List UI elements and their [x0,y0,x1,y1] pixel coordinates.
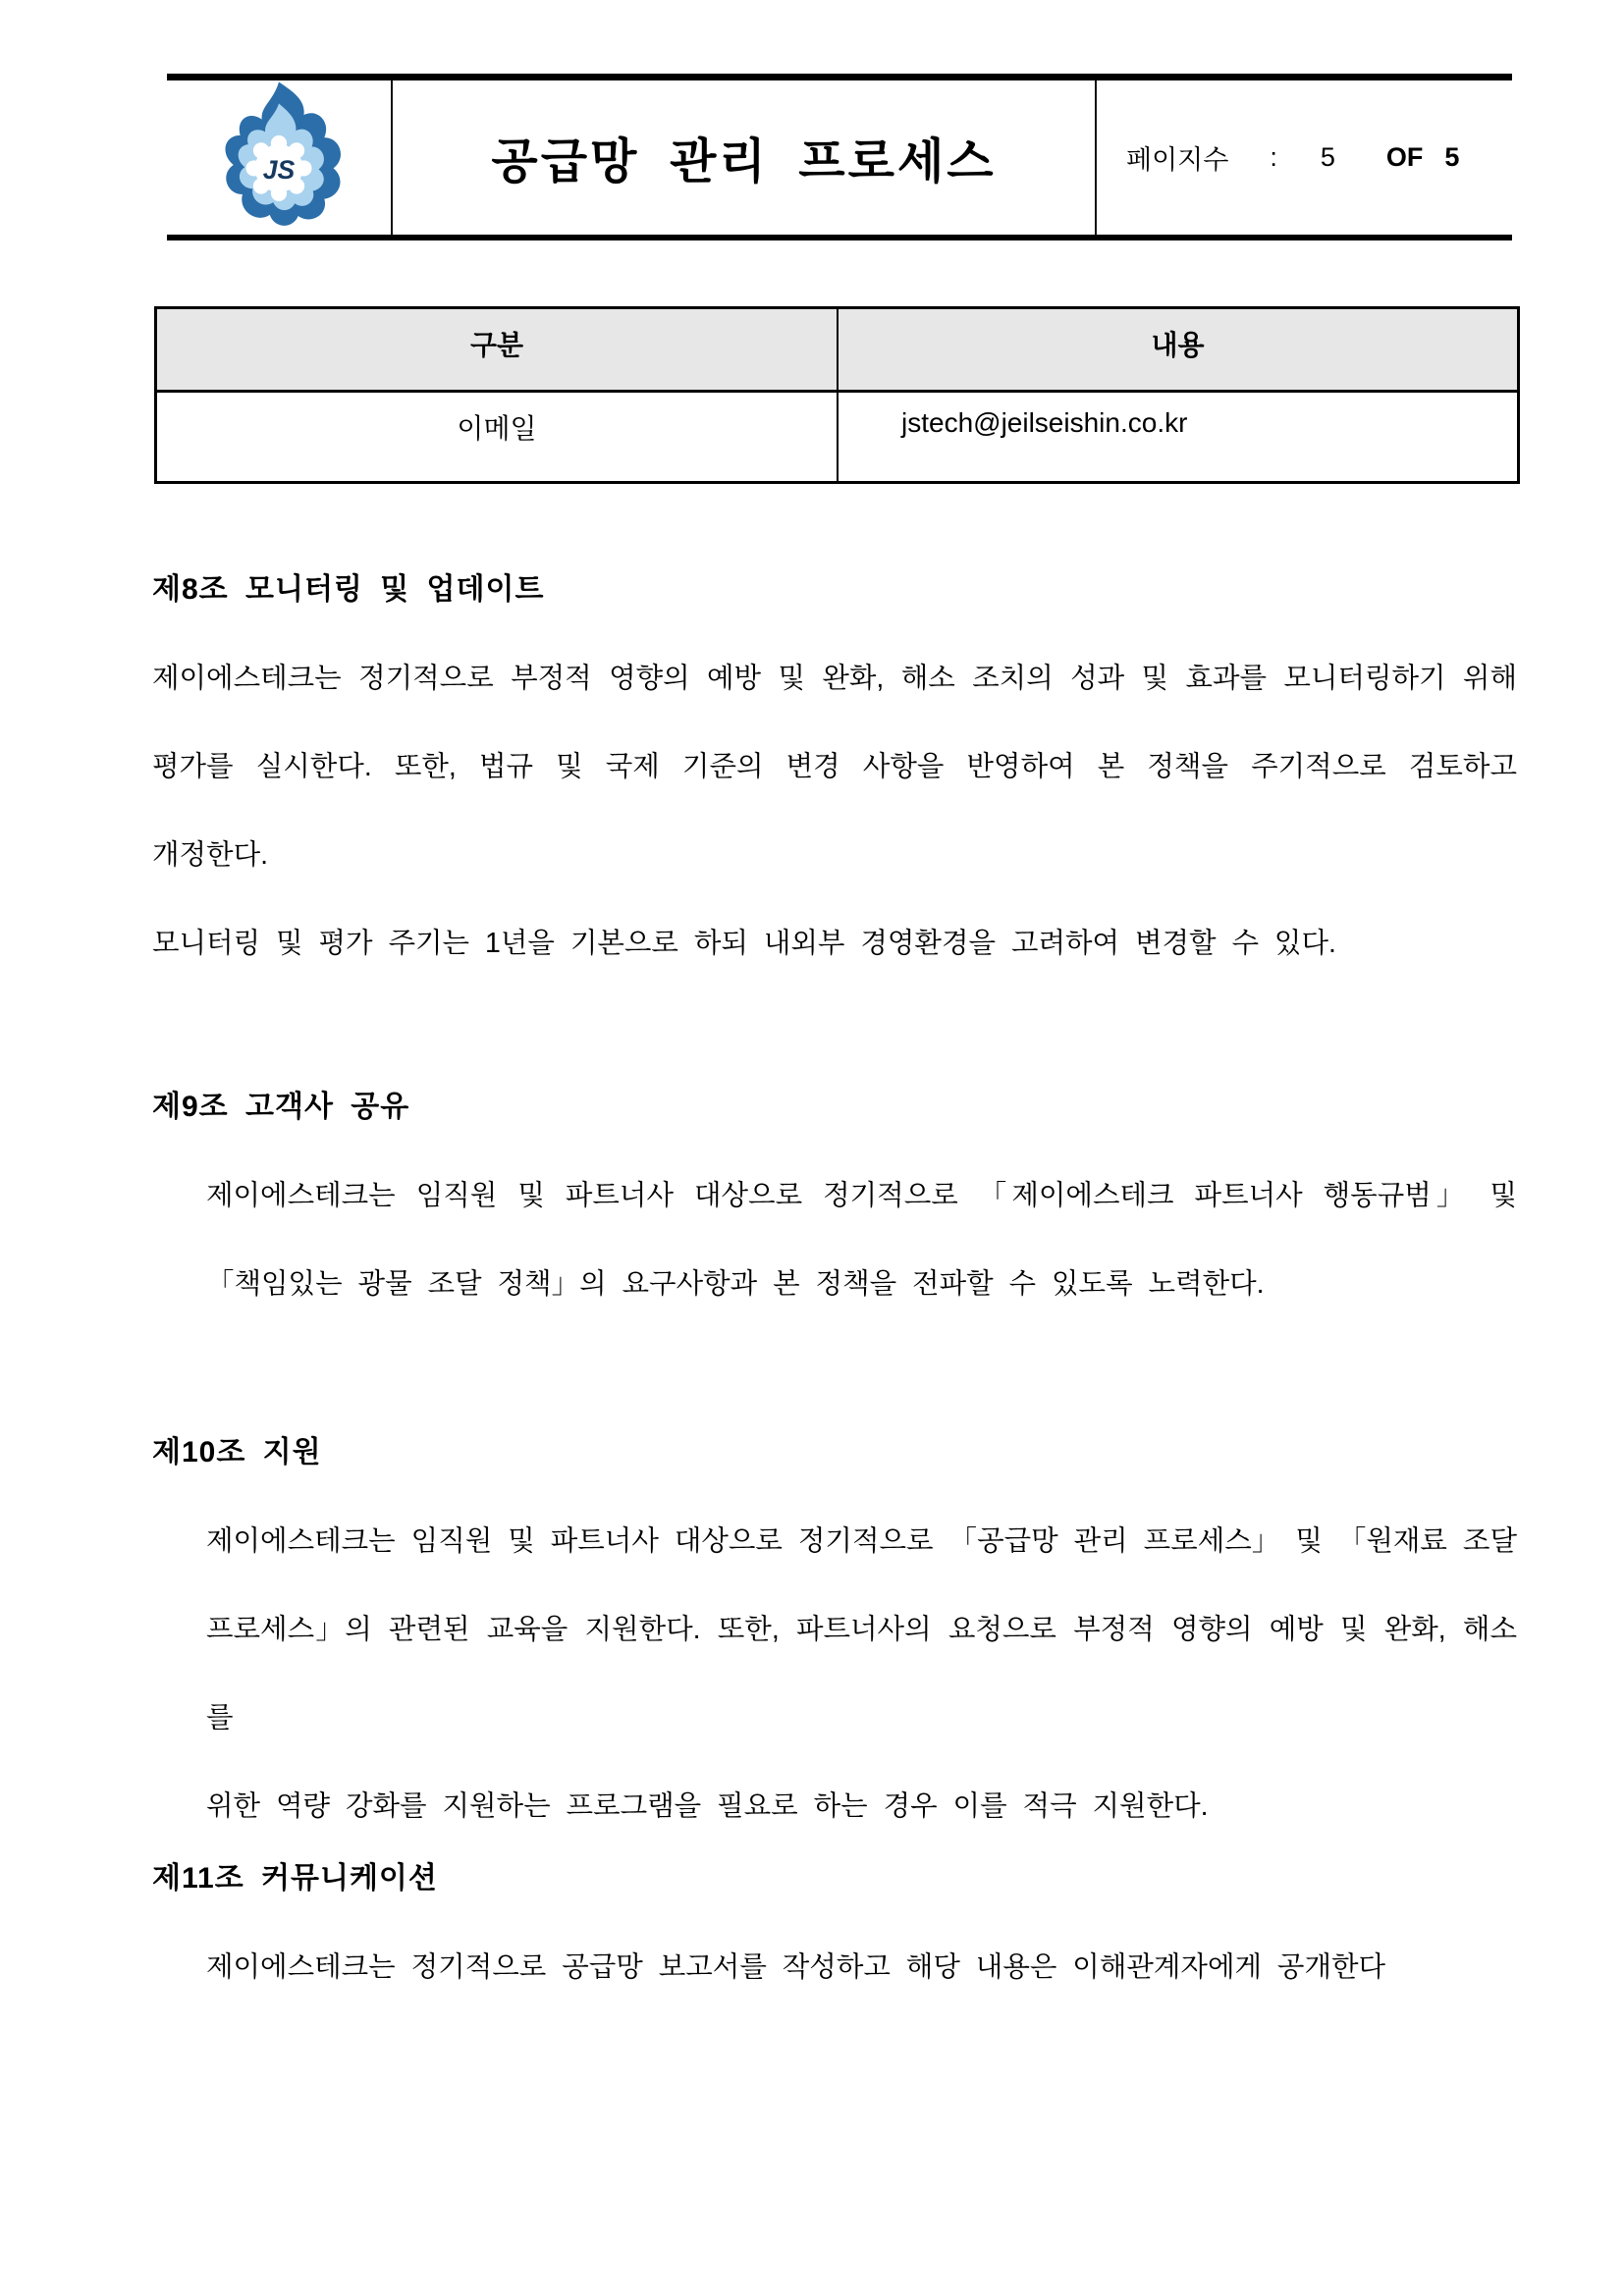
section-article-8 [152,546,1517,988]
section-8-line-4: 모니터링 및 평가 주기는 1년을 기본으로 하되 내외부 경영환경을 고려하여 변경할 수 있다. [152,928,1336,959]
page-of-word: OF [1385,142,1424,172]
document-header [167,74,1512,240]
table-header-content: 내용 [1151,330,1205,360]
logo-initials: JS [262,154,296,185]
section-11-heading: 제11조 커뮤니케이션 [152,1862,438,1895]
section-article-10 [152,1409,1517,1850]
section-8-line-1: 제이에스테크는 정기적으로 부정적 영향의 예방 및 완화, 해소 조치의 성과 및 효과를 모니터링하기 위해 [152,663,1517,694]
section-10-heading: 제10조 지원 [152,1436,322,1468]
table-row [157,393,1517,481]
page-total-number: 5 [1444,142,1460,172]
table-cell-email-label: 이메일 [157,393,839,481]
page-count-separator: : [1270,142,1277,172]
company-flame-logo-icon [209,79,349,238]
page-current-number: 5 [1320,142,1335,172]
section-9-line-2: 「책임있는 광물 조달 정책」의 요구사항과 본 정책을 전파할 수 있도록 노력한다. [206,1268,1265,1300]
document-title: 공급망 관리 프로세스 [393,80,1097,235]
section-9-heading: 제9조 고객사 공유 [152,1091,410,1123]
section-article-9 [152,1063,1517,1328]
page-count-label: 페이지수 [1126,145,1229,175]
section-10-line-2: 프로세스」의 관련된 교육을 지원한다. 또한, 파트너사의 요청으로 부정적 영향의 예방 및 완화, 해소를 [206,1614,1517,1734]
section-8-line-2: 평가를 실시한다. 또한, 법규 및 국제 기준의 변경 사항을 반영하여 본 정책을 주기적으로 검토하고 [152,751,1517,782]
section-9-line-1: 제이에스테크는 임직원 및 파트너사 대상으로 정기적으로 「제이에스테크 파트너사 행동규범」 및 [206,1180,1517,1211]
table-header-row [157,309,1517,393]
table-header-category: 구분 [157,309,839,390]
section-article-11 [152,1835,1517,2011]
section-8-line-3: 개정한다. [152,839,269,871]
contact-info-table [154,306,1520,484]
table-cell-email-value: jstech@jeilseishin.co.kr [901,407,1188,438]
section-10-line-3: 위한 역량 강화를 지원하는 프로그램을 필요로 하는 경우 이를 적극 지원한다. [206,1790,1209,1822]
section-8-heading: 제8조 모니터링 및 업데이트 [152,573,545,606]
logo-cell [167,80,393,235]
section-10-line-1: 제이에스테크는 임직원 및 파트너사 대상으로 정기적으로 「공급망 관리 프로세스」 및 「원재료 조달 [206,1525,1517,1557]
section-11-line-1: 제이에스테크는 정기적으로 공급망 보고서를 작성하고 해당 내용은 이해관계자에게 공개한다 [206,1951,1386,1983]
page-count-cell [1097,80,1512,235]
